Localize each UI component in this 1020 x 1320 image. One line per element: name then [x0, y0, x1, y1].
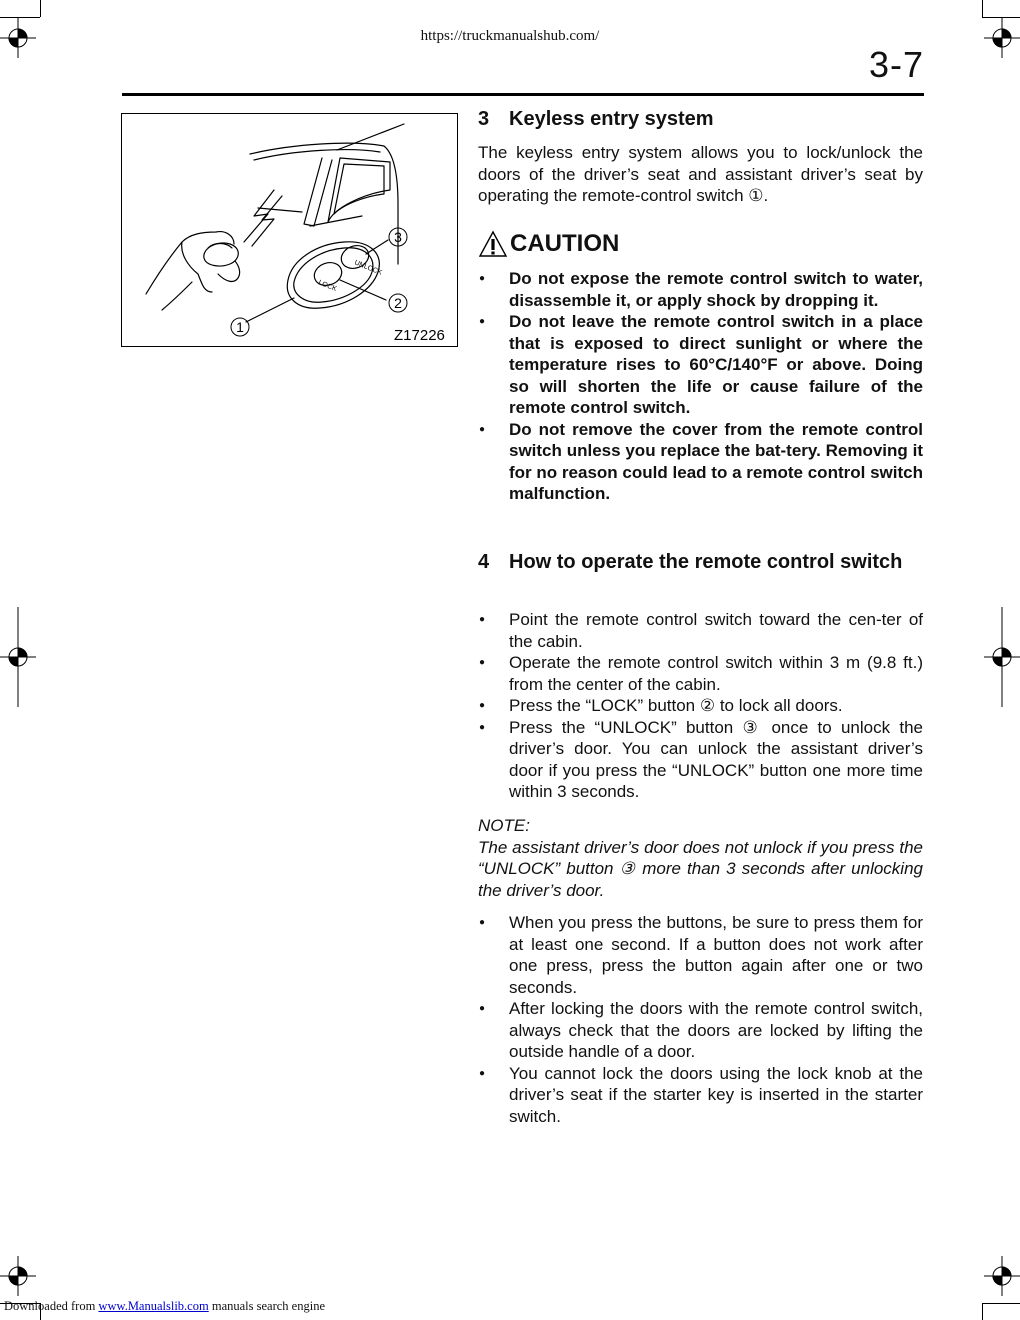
lock-button-label: LOCK [317, 279, 338, 293]
operation-item: ● Press the “LOCK” button ② to lock all doors. [478, 695, 923, 717]
unlock-button-label: UNLOCK [353, 259, 383, 277]
warning-triangle-icon [478, 230, 508, 258]
operation-item: ● Operate the remote control switch within 3 m (9.8 ft.) from the center of the cabin. [478, 652, 923, 695]
source-url[interactable]: https://truckmanualshub.com/ [420, 28, 600, 44]
note-block [478, 815, 923, 901]
caution-item: ● Do not leave the remote control switch in a place that is exposed to direct sunlight or where the temperature rises to 60°C/140°F or above. Doing so will shorten the life or cause failure of the remote control switch. [478, 311, 923, 419]
keyless-entry-illustration [121, 113, 458, 347]
operation-item: ● You cannot lock the doors using the lock knob at the driver’s seat if the starter key is inserted in the starter switch. [478, 1063, 923, 1128]
caution-list [478, 268, 923, 505]
caution-title: CAUTION [510, 230, 620, 257]
section-3-heading [478, 107, 923, 131]
caution-item: ● Do not expose the remote control switch to water, disassemble it, or apply shock by dropping it. [478, 268, 923, 311]
note-text: The assistant driver’s door does not unlock if you press the “UNLOCK” button ③ more than 3 seconds after unlocking the driver’s door. [478, 837, 923, 900]
section-title: How to operate the remote control switch [509, 551, 903, 573]
operation-item: ● Press the “UNLOCK” button ③ once to unlock the driver’s door. You can unlock the assistant driver’s door if you press the “UNLOCK” button one more time within 3 seconds. [478, 717, 923, 803]
section-4-heading [478, 550, 923, 574]
section-3-intro: The keyless entry system allows you to lock/unlock the doors of the driver’s seat and assistant driver’s seat by operating the remote-control switch ①. [478, 143, 923, 205]
footer-prefix: Downloaded from [4, 1299, 96, 1313]
operation-list [478, 609, 923, 803]
operation-item: ● When you press the buttons, be sure to press them for at least one second. If a button does not work after one press, press the button again after one or two seconds. [478, 912, 923, 998]
figure-code: Z17226 [394, 327, 445, 344]
callout-2: 2 [394, 295, 402, 311]
callout-3: 3 [394, 229, 402, 245]
remote-and-cabin-drawing [122, 114, 457, 346]
page-number: 3-7 [868, 44, 924, 85]
operation-item: ● After locking the doors with the remote control switch, always check that the doors are locked by lifting the outside handle of a door. [478, 998, 923, 1063]
header-rule [122, 93, 924, 96]
download-footer [4, 1299, 325, 1314]
caution-item: ● Do not remove the cover from the remote control switch unless you replace the bat-tery. Removing it for no reason could lead to a remote control switch malfunction. [478, 419, 923, 505]
callout-1: 1 [236, 319, 244, 335]
operation-item: ● Point the remote control switch toward the cen-ter of the cabin. [478, 609, 923, 652]
section-number: 3 [478, 108, 490, 130]
section-number: 4 [478, 551, 490, 573]
section-title: Keyless entry system [509, 108, 714, 130]
caution-heading [478, 230, 923, 258]
note-label: NOTE: [478, 816, 530, 835]
manualslib-link[interactable]: www.Manualslib.com [98, 1299, 209, 1313]
operation-list-2 [478, 912, 923, 1127]
footer-suffix: manuals search engine [211, 1299, 325, 1313]
